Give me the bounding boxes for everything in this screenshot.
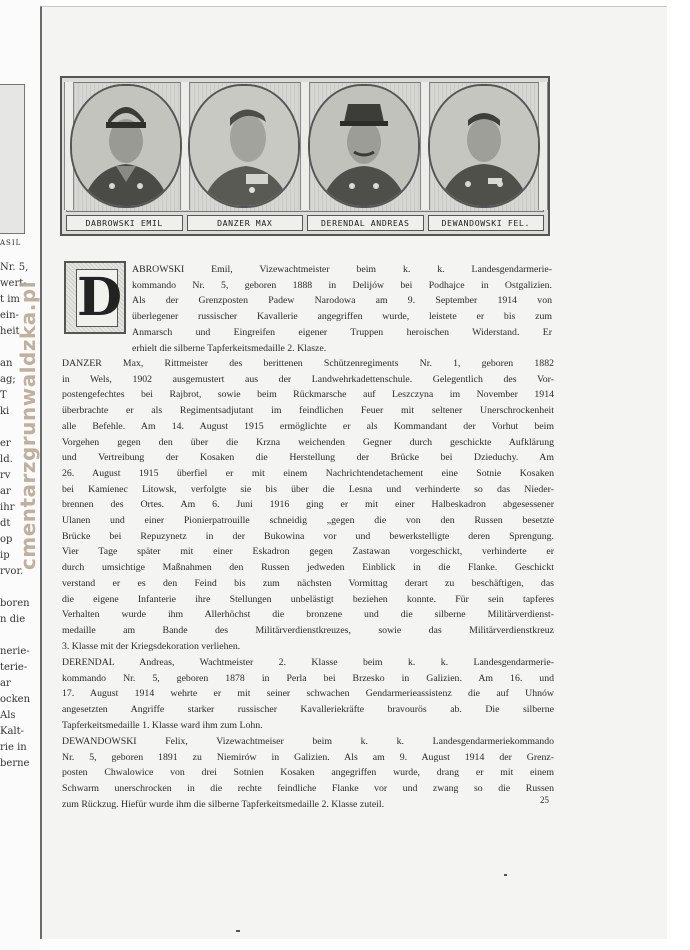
soldier-portrait-icon — [310, 86, 418, 206]
adjacent-page-fragment: berne — [0, 758, 30, 769]
entry-danzer — [62, 356, 554, 654]
adjacent-page-fragment: ld. — [0, 454, 13, 465]
scan-speck — [236, 930, 240, 932]
text-line: zum Rückzug. Hiefür wurde ihm die silberne Tapferkeitsmedaille 2. Klasse zuteil. — [62, 798, 385, 810]
scan-speck — [504, 874, 507, 876]
text-line: posten Chwalowice von drei Sotnien Kosaken angegriffen wurde, drang er mit einem — [62, 767, 554, 779]
caption-dewandowski: DEWANDOWSKI FEL. — [428, 215, 545, 231]
caption-derendal: DERENDAL ANDREAS — [307, 215, 424, 231]
portrait-dewandowski — [428, 84, 540, 208]
portrait-danzer — [188, 84, 300, 208]
page-number: 25 — [540, 795, 549, 805]
adjacent-page-fragment: nerie- — [0, 646, 30, 657]
adjacent-page-fragment: heit — [0, 326, 20, 337]
entry-derendal — [62, 655, 554, 734]
text-line: alle Befehle. Am 14. August 1915 ermöglichte er als Kommandant der Vorhut beim — [62, 420, 554, 432]
soldier-portrait-icon — [430, 86, 538, 206]
text-line: Als der Grenzposten Padew Narodowa am 9. September 1914 von — [132, 295, 552, 307]
text-line: medaille am Bande des Militärverdienstkreuzes, sowie das Militärverdienstkreuz — [62, 624, 554, 636]
text-line: 26. August 1915 überfiel er mit einem Nachrichtendetachement eine Sotnie Kosaken — [62, 467, 554, 479]
caption-dabrowski: DABROWSKI EMIL — [66, 215, 183, 231]
portrait-derendal — [308, 84, 420, 208]
text-line: kommando Nr. 5, geboren 1878 in Perla bei Brzesko in Galizien. Am 16. und — [62, 672, 554, 684]
adjacent-page-fragment: rvor. — [0, 566, 24, 577]
text-line: die eigene Infanterie ihre Stellungen unbelästigt beziehen konnte. Für sein tapferes — [62, 593, 554, 605]
portrait-captions — [66, 215, 544, 231]
adjacent-page-portrait-frame — [0, 84, 25, 247]
adjacent-page-fragment: rv — [0, 470, 11, 481]
text-line: Vorgehen gegen den über die Krzna weichenden Gegner durch geschickte Aufklärung — [62, 436, 554, 448]
adjacent-page-fragment: Nr. 5, — [0, 262, 29, 273]
text-line: angesetzten Angriffe starker russischer Kavalleriekräfte bravourös ab. Die silberne — [62, 704, 554, 716]
adjacent-page-fragment: er — [0, 438, 11, 449]
text-line: DEWANDOWSKI Felix, Vizewachtmeiser beim k. k. Landesgendarmeriekommando — [62, 736, 554, 747]
text-line: Anmarsch und Eingreifen eigener Truppen heroischen Widerstand. Er — [132, 326, 552, 338]
text-line: kommando Nr. 5, geboren 1888 in Delijów bei Podhajce in Ostgalizien. — [132, 279, 552, 291]
adjacent-page-fragment: T — [0, 390, 7, 401]
adjacent-page-fragment: ein- — [0, 310, 19, 321]
adjacent-page-fragment: ar — [0, 678, 11, 689]
adjacent-page-fragment: wert- — [0, 278, 27, 289]
text-line: brennen des Ortes. Am 6. Juni 1916 ging er mit einer Halbeskadron abgesessener — [62, 499, 554, 511]
text-line: Ulanen und einer Pionierpatrouille schneidig „gegen die von den Russen besetzte — [62, 515, 554, 527]
adjacent-page-fragment: ar — [0, 486, 11, 497]
soldier-portrait-icon — [72, 86, 180, 206]
drop-cap — [64, 261, 126, 334]
adjacent-page-fragment: Kalt- — [0, 726, 25, 737]
text-line: und Vertreibung der Kosaken die Herstellung der Brücke bei Dzieduchy. Am — [62, 452, 554, 464]
entry-dewandowski — [62, 734, 554, 813]
text-line: Nr. 5, geboren 1891 zu Niemirów in Galizien. Als am 9. August 1914 der Grenz- — [62, 751, 554, 763]
adjacent-page-fragment: ip — [0, 550, 10, 561]
adjacent-page-fragment: an — [0, 358, 13, 369]
text-line: 17. August 1914 wehrte er mit seiner schwachen Gendarmerieassistenz die auf Uhnów — [62, 688, 554, 700]
adjacent-page-fragment — [0, 628, 38, 644]
adjacent-page-fragment: op — [0, 534, 13, 545]
adjacent-page-fragment: ocken — [0, 694, 31, 705]
adjacent-page-fragment: ki — [0, 406, 10, 417]
text-line: durch umsichtige Maßnahmen den Russen jedweden Einblick in die Flanke. Geschickt — [62, 562, 554, 574]
text-line: in Wels, 1902 ausgemustert aus der Landwehrkadettenschule. Gelegentlich des Vor- — [62, 373, 554, 385]
text-line: Vier Tage später mit einer Eskadron gegen Zastawan vorgeschickt, verhinderte er — [62, 546, 554, 558]
text-line: überbrachte er als Regimentsadjutant im feindlichen Feuer mit seltener Unerschrockenheit — [62, 405, 554, 417]
drop-cap-letter: D — [77, 267, 123, 328]
portrait-banner — [60, 76, 550, 236]
text-line: Schwarm unerschrocken in die rechte feindliche Flanke vor und zwang so die Russen — [62, 783, 554, 795]
text-line: Brücke bei Repuzynetz in der Bukowina vor und bewerkstelligte deren Sprengung. — [62, 530, 554, 542]
adjacent-page-fragment: boren — [0, 598, 30, 609]
adjacent-page-fragment: ihr — [0, 502, 15, 513]
adjacent-page-fragment: rie in — [0, 742, 27, 753]
text-line: bei Kamienec Litowsk, verfolgte sie bis über die Lesna und verhinderte so das Nieder- — [62, 483, 554, 495]
adjacent-page-fragment: terie- — [0, 662, 28, 673]
adjacent-page-fragment: ag; — [0, 374, 16, 385]
watermark: cmentarzgrunwaldzka.pl — [16, 280, 40, 570]
adjacent-page-fragment: t im — [0, 294, 20, 305]
text-line: überlegener russischer Kavallerie angegriffen wurde, leistete er bis zum — [132, 311, 552, 323]
caption-danzer: DANZER MAX — [187, 215, 304, 231]
text-line: ABROWSKI Emil, Vizewachtmeister beim k. k. Landesgendarmerie- — [132, 264, 552, 275]
entry-dabrowski — [132, 262, 552, 356]
adjacent-page-fragment: n die — [0, 614, 26, 625]
adjacent-page-caption: ASIL — [0, 239, 22, 247]
text-line: DANZER Max, Rittmeister des berittenen Schützenregiments Nr. 1, geboren 1882 — [62, 358, 554, 369]
adjacent-page-fragment — [0, 580, 38, 596]
text-line: Verhalten wurde ihm Allerhöchst die bronzene und die silberne Militärverdienst- — [62, 609, 554, 621]
text-line: erhielt die silberne Tapferkeitsmedaille 2. Klasze. — [132, 342, 327, 354]
text-line: 3. Klasse mit der Kriegsdekoration verliehen. — [62, 640, 241, 652]
text-line: postengefechtes bei Rajbrot, sowie beim Rückmarsche auf Leszczyna im November 1914 — [62, 389, 554, 401]
officer-portrait-icon — [190, 86, 298, 206]
adjacent-page-fragment: dt — [0, 518, 11, 529]
adjacent-page-fragment: Als — [0, 710, 16, 721]
text-line: DERENDAL Andreas, Wachtmeister 2. Klasse beim k. k. Landesgendarmerie- — [62, 657, 554, 668]
text-line: Tapferkeitsmedaille 1. Klasse ward ihm zum Lohn. — [62, 719, 263, 731]
portrait-dabrowski — [70, 84, 182, 208]
text-line: verstand er es den Feind bis zum nächsten Vormittag derart zu beschäftigen, das — [62, 577, 554, 589]
